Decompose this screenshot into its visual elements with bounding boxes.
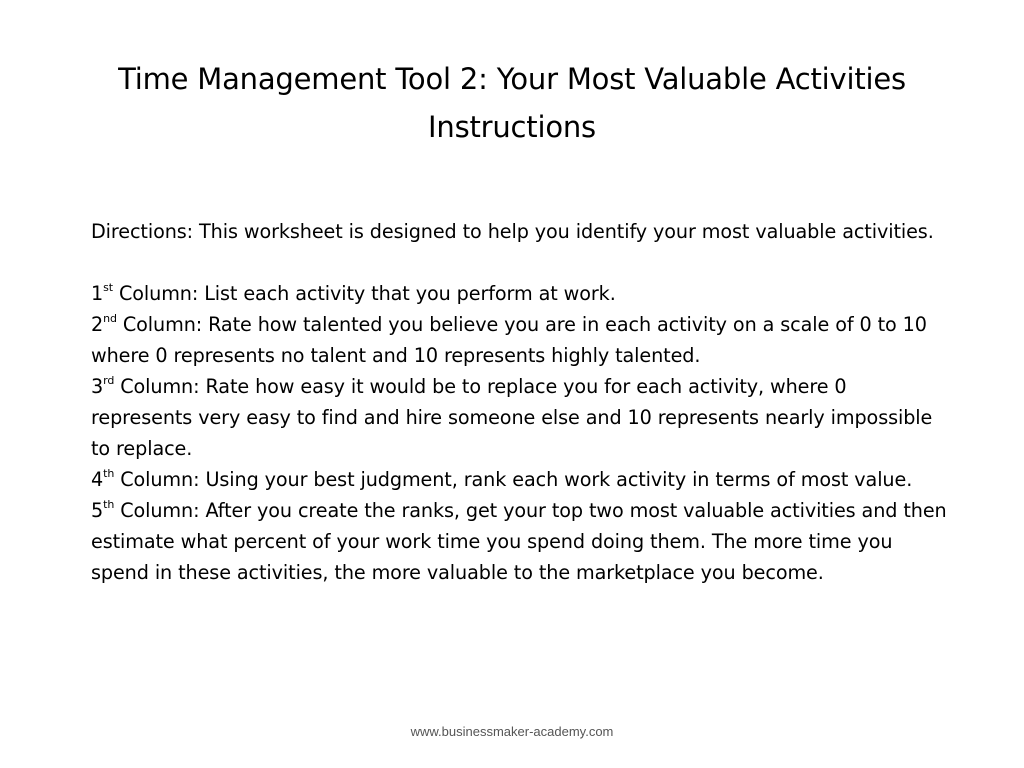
column-text: Column: List each activity that you perform at work.: [112, 282, 616, 305]
column-3-instruction: [91, 371, 951, 464]
column-1-instruction: [91, 278, 951, 309]
page-title: Time Management Tool 2: Your Most Valuable Activities: [118, 62, 906, 96]
ordinal-suffix: nd: [103, 312, 117, 325]
column-number: 2: [91, 313, 104, 336]
column-text: Column: Rate how talented you believe you are in each activity on a scale of 0 to 10 where 0 represents no talent and 10 represents highly talented.: [91, 313, 927, 367]
column-number: 1: [91, 282, 104, 305]
directions-text: Directions: This worksheet is designed to help you identify your most valuable activities.: [91, 220, 934, 243]
column-number: 4: [91, 468, 104, 491]
column-text: Column: Rate how easy it would be to replace you for each activity, where 0 represents very easy to find and hire someone else and 10 represents nearly impossible to replace.: [91, 375, 933, 460]
paragraph-spacer: [91, 247, 951, 278]
column-4-instruction: [91, 464, 951, 495]
ordinal-suffix: st: [103, 281, 113, 294]
ordinal-suffix: th: [103, 467, 115, 480]
ordinal-suffix: rd: [103, 374, 115, 387]
ordinal-suffix: th: [103, 498, 115, 511]
column-number: 3: [91, 375, 104, 398]
column-text: Column: Using your best judgment, rank each work activity in terms of most value.: [114, 468, 913, 491]
column-2-instruction: [91, 309, 951, 371]
page-subtitle: Instructions: [428, 110, 596, 144]
column-5-instruction: [91, 495, 951, 588]
column-text: Column: After you create the ranks, get your top two most valuable activities and then estimate what percent of your work time you spend doing them. The more time you spend in these activities, the more valuable to the marketplace you become.: [91, 499, 947, 584]
instructions-body: [91, 216, 951, 588]
footer-url: www.businessmaker-academy.com: [410, 724, 614, 739]
column-number: 5: [91, 499, 104, 522]
